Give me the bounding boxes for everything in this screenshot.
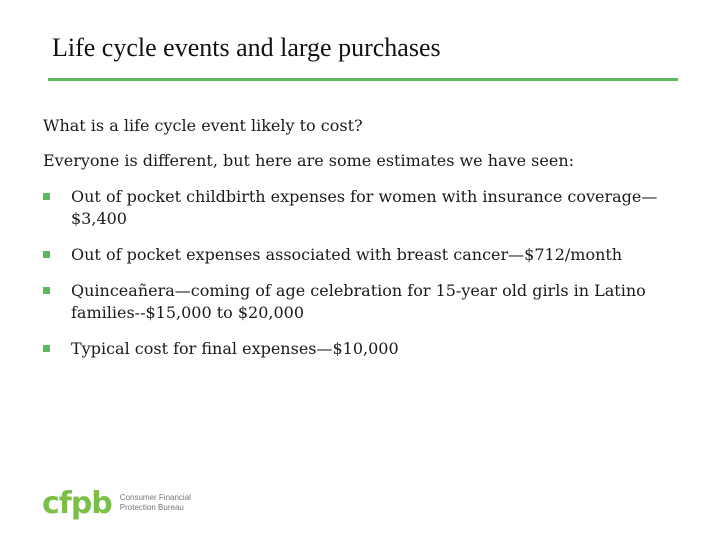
logo-line-1: Consumer Financial: [119, 493, 191, 502]
bullet-item: [43, 338, 683, 360]
intro-statement: Everyone is different, but here are some estimates we have seen:: [43, 151, 575, 170]
bullet-item: [43, 280, 683, 324]
square-bullet-icon: [43, 287, 50, 294]
square-bullet-icon: [43, 251, 50, 258]
bullet-item: [43, 244, 683, 266]
cfpb-logo: [42, 485, 200, 521]
bullet-text: Quinceañera—coming of age celebration for 15-year old girls in Latino families--$15,000 to $20,000: [71, 281, 646, 322]
logo-subtitle: [120, 493, 200, 513]
bullet-text: Typical cost for final expenses—$10,000: [71, 339, 399, 358]
bullet-list: [43, 186, 683, 374]
title-divider: [48, 78, 678, 81]
intro-question: What is a life cycle event likely to cost?: [43, 116, 363, 135]
square-bullet-icon: [43, 193, 50, 200]
logo-line-2: Protection Bureau: [119, 503, 184, 512]
bullet-item: [43, 186, 683, 230]
logo-mark: cfpb: [42, 485, 112, 521]
square-bullet-icon: [43, 345, 50, 352]
slide-title: Life cycle events and large purchases: [52, 33, 441, 62]
bullet-text: Out of pocket expenses associated with breast cancer—$712/month: [71, 245, 623, 264]
bullet-text: Out of pocket childbirth expenses for women with insurance coverage—$3,400: [71, 187, 658, 228]
